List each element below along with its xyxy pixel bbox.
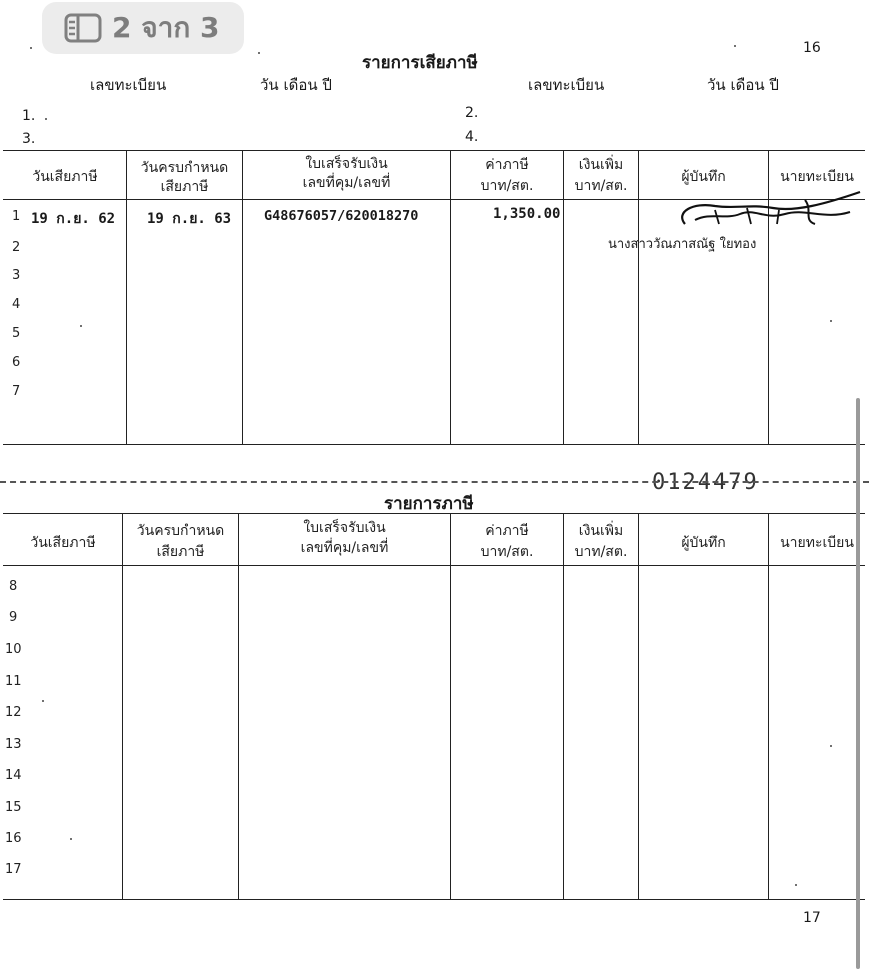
row-number: 11 (5, 674, 22, 689)
scan-speck (830, 745, 832, 747)
header-tax-date: วันเสียภาษี (32, 169, 98, 185)
reg-number-4: 4. (465, 129, 479, 145)
scan-speck (80, 325, 82, 327)
header2-receipt-line1: ใบเสร็จรับเงิน (303, 520, 386, 536)
entry-tax-date: 19 ก.ย. 62 (31, 211, 116, 227)
header-receipt-line2: เลขที่คุม/เลขที่ (302, 175, 391, 191)
scan-speck (45, 118, 47, 120)
row-number: 10 (5, 642, 22, 657)
page-break-line (0, 481, 869, 483)
table1-col-divider (638, 150, 639, 444)
header-receipt-line1: ใบเสร็จรับเงิน (305, 156, 388, 172)
scan-speck (70, 838, 72, 840)
section-title-tax-payments: รายการเสียภาษี (362, 53, 478, 73)
header-tax-line2: บาท/สต. (480, 178, 534, 194)
table1-col-divider (242, 150, 243, 444)
row-number: 3 (12, 268, 21, 283)
page-number-top: 16 (803, 40, 821, 56)
section-title-tax-list: รายการภาษี (384, 494, 474, 514)
row-number: 6 (12, 355, 21, 370)
table2-bottom-border (3, 899, 865, 900)
entry-due-date: 19 ก.ย. 63 (147, 211, 232, 227)
header2-receipt-line2: เลขที่คุม/เลขที่ (300, 540, 389, 556)
sidebar-panel-icon (64, 13, 102, 43)
date-label-right: วัน เดือน ปี (707, 76, 779, 94)
table2-top-border (3, 513, 865, 514)
row-number: 4 (12, 297, 21, 312)
header-registrar: นายทะเบียน (780, 169, 854, 185)
reg-label-right: เลขทะเบียน (528, 76, 605, 94)
reg-number-2: 2. (465, 105, 479, 121)
reg-number-3: 3. (22, 131, 36, 147)
row-number: 2 (12, 240, 21, 255)
header2-due-date-line1: วันครบกำหนด (136, 523, 225, 539)
row-number: 1 (12, 209, 21, 224)
row-number: 12 (5, 705, 22, 720)
entry-receipt-number: G48676057/620018270 (264, 208, 419, 224)
row-number: 16 (5, 831, 22, 846)
row-number: 14 (5, 768, 22, 783)
header2-tax-date: วันเสียภาษี (30, 535, 96, 551)
header2-tax-line2: บาท/สต. (480, 544, 534, 560)
recorder-name: นางสาววัณภาสณัฐ ใยทอง (608, 237, 757, 252)
table2-col-divider (450, 513, 451, 899)
row-number: 8 (9, 579, 18, 594)
page-indicator-badge[interactable] (42, 2, 244, 54)
row-number: 7 (12, 384, 21, 399)
row-number: 9 (9, 610, 18, 625)
row-number: 15 (5, 800, 22, 815)
scan-speck (30, 47, 32, 49)
header2-recorder: ผู้บันทึก (681, 535, 726, 551)
header-due-date-line1: วันครบกำหนด (140, 160, 229, 176)
table2-col-divider (122, 513, 123, 899)
table2-col-divider (563, 513, 564, 899)
row-number: 13 (5, 737, 22, 752)
header-surcharge-line1: เงินเพิ่ม (578, 157, 624, 173)
scan-speck (42, 700, 44, 702)
header2-registrar: นายทะเบียน (780, 535, 854, 551)
recorder-signature-stamp (655, 190, 865, 232)
vertical-scrollbar[interactable] (856, 398, 860, 969)
header-tax-line1: ค่าภาษี (485, 157, 529, 173)
header2-due-date-line2: เสียภาษี (156, 544, 205, 560)
reg-label-left: เลขทะเบียน (90, 76, 167, 94)
header2-surcharge-line2: บาท/สต. (574, 544, 628, 560)
table2-col-divider (238, 513, 239, 899)
row-number: 5 (12, 326, 21, 341)
table1-bottom-border (3, 444, 865, 445)
page-indicator-text: 2 จาก 3 (112, 11, 220, 44)
header-recorder: ผู้บันทึก (681, 169, 726, 185)
header2-surcharge-line1: เงินเพิ่ม (578, 523, 624, 539)
header-surcharge-line2: บาท/สต. (574, 178, 628, 194)
row-number: 17 (5, 862, 22, 877)
table2-col-divider (638, 513, 639, 899)
scan-speck (258, 52, 260, 54)
date-label-left: วัน เดือน ปี (260, 76, 332, 94)
scan-speck (795, 884, 797, 886)
page-number-bottom: 17 (803, 910, 821, 926)
scan-speck (734, 45, 736, 47)
entry-tax-amount: 1,350.00 (493, 206, 561, 222)
header2-tax-line1: ค่าภาษี (485, 523, 529, 539)
reg-number-1: 1. (22, 108, 36, 124)
table2-header-border (3, 565, 865, 566)
table1-top-border (3, 150, 865, 151)
serial-number-fragment: 0124479 (652, 470, 759, 495)
header-due-date-line2: เสียภาษี (160, 179, 209, 195)
scan-speck (830, 320, 832, 322)
table2-col-divider (768, 513, 769, 899)
